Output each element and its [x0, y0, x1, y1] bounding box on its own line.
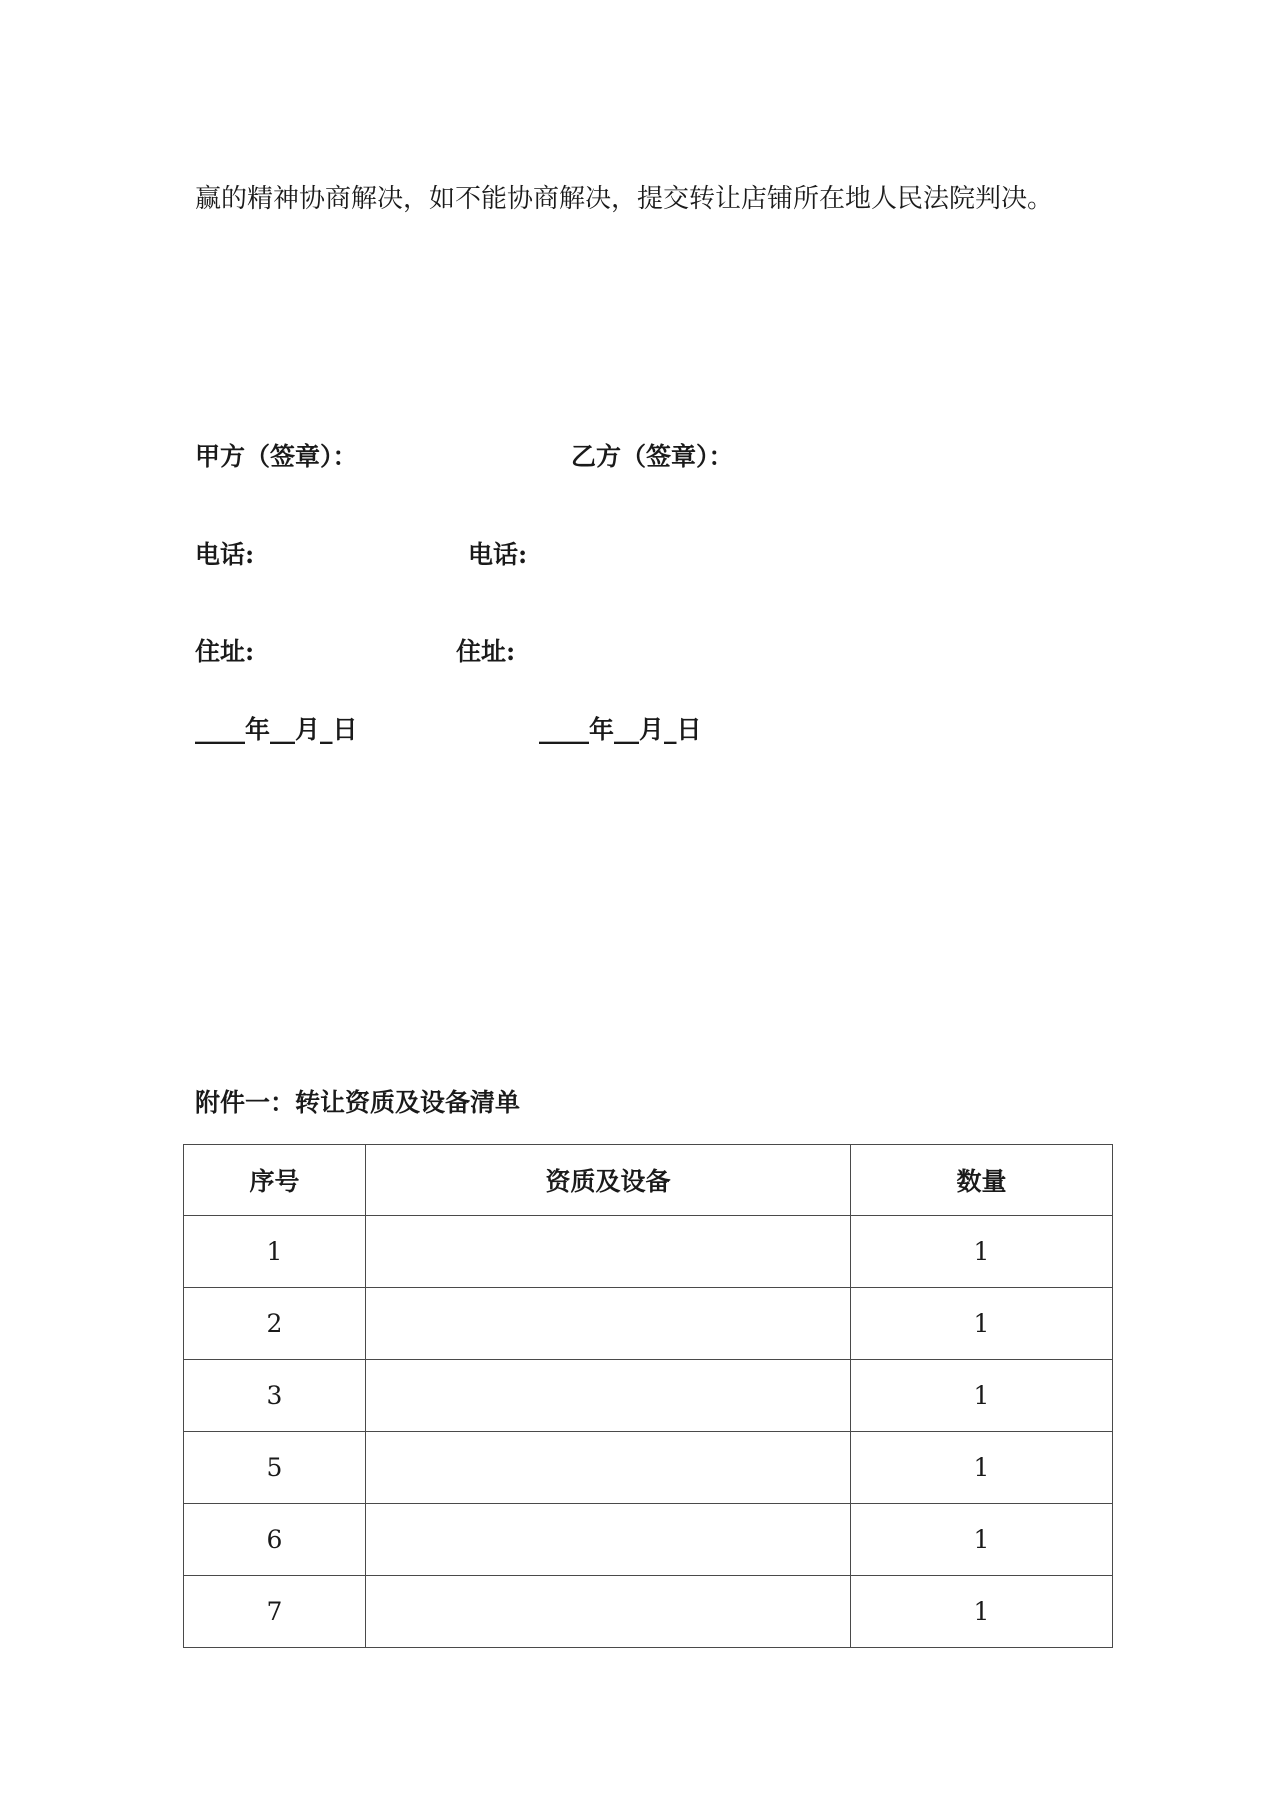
- dispute-clause-text: 赢的精神协商解决，如不能协商解决，提交转让店铺所在地人民法院判决。: [195, 184, 1054, 214]
- row-number: 1: [184, 1216, 366, 1288]
- row-quantity: 1: [851, 1504, 1113, 1576]
- row-number: 3: [184, 1360, 366, 1432]
- row-number: 5: [184, 1432, 366, 1504]
- column-header-quantity: 数量: [851, 1145, 1113, 1216]
- row-number: 7: [184, 1576, 366, 1648]
- party-a-phone-label: 电话:: [195, 540, 255, 569]
- party-b-address-label: 住址:: [456, 637, 516, 666]
- table-row: [184, 1576, 1113, 1648]
- table-row: [184, 1216, 1113, 1288]
- table-row: [184, 1504, 1113, 1576]
- row-quantity: 1: [851, 1360, 1113, 1432]
- row-item: [366, 1216, 851, 1288]
- table-row: [184, 1360, 1113, 1432]
- row-item: [366, 1360, 851, 1432]
- party-b-date-line: ____年__月_日: [539, 715, 702, 744]
- row-item: [366, 1504, 851, 1576]
- column-header-number: 序号: [184, 1145, 366, 1216]
- equipment-list-table: [183, 1144, 1113, 1648]
- party-a-signature-label: 甲方（签章）：: [195, 442, 358, 471]
- row-item: [366, 1288, 851, 1360]
- column-header-item: 资质及设备: [366, 1145, 851, 1216]
- row-quantity: 1: [851, 1216, 1113, 1288]
- attachment-title: 附件一：转让资质及设备清单: [195, 1088, 521, 1117]
- row-item: [366, 1432, 851, 1504]
- party-b-phone-label: 电话:: [468, 540, 528, 569]
- row-number: 2: [184, 1288, 366, 1360]
- party-a-address-label: 住址:: [195, 637, 255, 666]
- table-row: [184, 1432, 1113, 1504]
- row-item: [366, 1576, 851, 1648]
- table-header-row: [184, 1145, 1113, 1216]
- party-a-date-line: ____年__月_日: [195, 715, 358, 744]
- party-b-signature-label: 乙方（签章）：: [571, 442, 734, 471]
- row-quantity: 1: [851, 1288, 1113, 1360]
- row-quantity: 1: [851, 1576, 1113, 1648]
- row-number: 6: [184, 1504, 366, 1576]
- row-quantity: 1: [851, 1432, 1113, 1504]
- table-row: [184, 1288, 1113, 1360]
